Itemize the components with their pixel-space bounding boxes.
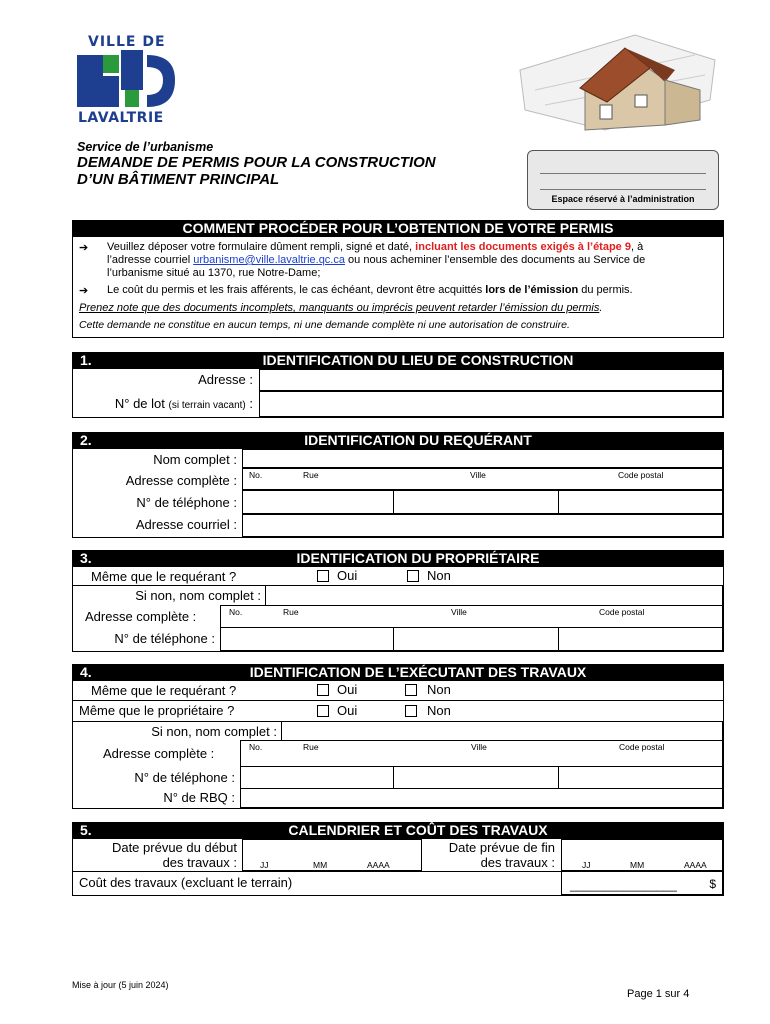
lot-text: N° de lot: [114, 396, 165, 411]
label-lot: [115, 396, 253, 411]
addr-ville-label: Ville: [470, 470, 486, 480]
logo-text-bottom: LAVALTRIE: [78, 110, 164, 126]
label-adresse: Adresse :: [198, 372, 253, 387]
addr-cp-label: Code postal: [599, 607, 645, 617]
lieu-lot-input[interactable]: [259, 391, 723, 417]
label-nom: Nom complet :: [153, 452, 237, 467]
footer-updated: Mise à jour (5 juin 2024): [72, 980, 169, 990]
addr-no-label: No.: [249, 470, 263, 480]
section-number: 5.: [80, 822, 92, 838]
requerant-adresse-input[interactable]: [242, 468, 723, 490]
label-debut-2: des travaux :: [162, 855, 237, 870]
section-4-header: [72, 664, 724, 681]
section-title: IDENTIFICATION DE L’EXÉCUTANT DES TRAVAUX: [249, 664, 587, 680]
section-number: 4.: [80, 664, 92, 680]
aaaa-label: AAAA: [367, 860, 390, 870]
executant-rbq-input[interactable]: [240, 788, 723, 808]
mm-label: MM: [630, 860, 645, 870]
jj-label: JJ: [582, 860, 591, 870]
label-sinon: Si non, nom complet :: [135, 588, 261, 603]
lieu-adresse-input[interactable]: [259, 369, 723, 391]
addr-cp-label: Code postal: [619, 742, 665, 752]
option-oui: Oui: [337, 568, 358, 583]
instructions-header: [72, 220, 724, 237]
section-4-body: [72, 681, 724, 809]
addr-cp-label: Code postal: [618, 470, 664, 480]
addr-rue-label: Rue: [303, 742, 319, 752]
proprietaire-tel-2[interactable]: [393, 627, 559, 651]
proprietaire-nom-input[interactable]: [265, 585, 723, 606]
label-meme-requerant: Même que le requérant ?: [91, 683, 237, 698]
cout-blank-line: ________________: [570, 878, 677, 892]
service-name: Service de l’urbanisme: [77, 140, 214, 154]
section-number: 3.: [80, 550, 92, 566]
lot-small: (si terrain vacant): [168, 400, 246, 411]
requerant-tel-1[interactable]: [242, 490, 394, 514]
section-3-header: [72, 550, 724, 567]
executant-tel-3[interactable]: [558, 766, 723, 789]
section-number: 1.: [80, 352, 92, 368]
executant-tel-1[interactable]: [240, 766, 394, 789]
proprietaire-adresse-input[interactable]: [220, 605, 723, 628]
label-fin-1: Date prévue de fin: [448, 840, 555, 855]
instr-text: du permis.: [578, 284, 633, 296]
exec-req-non-checkbox[interactable]: [405, 684, 417, 696]
label-adresse: Adresse complète :: [85, 609, 197, 624]
option-non: Non: [427, 682, 451, 697]
requerant-tel-2[interactable]: [393, 490, 559, 514]
exec-req-oui-checkbox[interactable]: [317, 684, 329, 696]
section-1-header: [72, 352, 724, 369]
arrow-icon: ➔: [79, 285, 89, 297]
mm-label: MM: [313, 860, 328, 870]
date-debut-input[interactable]: [242, 839, 422, 871]
section-1-body: [72, 369, 724, 418]
instr-bold: lors de l’émission: [485, 284, 579, 296]
addr-rue-label: Rue: [283, 607, 299, 617]
executant-tel-2[interactable]: [393, 766, 559, 789]
addr-no-label: No.: [229, 607, 243, 617]
note-disclaimer: Cette demande ne constitue en aucun temps, ni une demande complète ni une autorisation de construire.: [79, 319, 570, 331]
arrow-icon: ➔: [79, 242, 89, 254]
section-title: IDENTIFICATION DU LIEU DE CONSTRUCTION: [262, 352, 574, 368]
label-rbq: N° de RBQ :: [163, 790, 235, 805]
option-non: Non: [427, 703, 451, 718]
section-2-header: [72, 432, 724, 449]
section-title: CALENDRIER ET COÛT DES TRAVAUX: [288, 822, 548, 838]
exec-prop-oui-checkbox[interactable]: [317, 705, 329, 717]
logo-text-top: VILLE DE: [88, 34, 166, 50]
label-adresse: Adresse complète :: [103, 746, 215, 761]
addr-no-label: No.: [249, 742, 263, 752]
addr-ville-label: Ville: [471, 742, 487, 752]
instr-text: Veuillez déposer votre formulaire dûment rempli, signé et daté,: [107, 241, 416, 253]
prop-oui-checkbox[interactable]: [317, 570, 329, 582]
date-fin-input[interactable]: [561, 839, 723, 871]
option-oui: Oui: [337, 682, 358, 697]
instr-text: l’urbanisme situé au 1370, rue Notre-Dame;: [107, 267, 321, 279]
page-number: Page 1 sur 4: [627, 988, 690, 1000]
instructions-heading: COMMENT PROCÉDER POUR L’OBTENTION DE VOTRE PERMIS: [182, 220, 614, 236]
option-non: Non: [427, 568, 451, 583]
proprietaire-tel-1[interactable]: [220, 627, 394, 651]
page-title: [77, 154, 436, 188]
house-illustration: [515, 30, 720, 145]
instructions-box: [72, 236, 724, 338]
instr-text: l’adresse courriel: [107, 254, 194, 266]
label-courriel: Adresse courriel :: [135, 517, 237, 532]
requerant-tel-3[interactable]: [558, 490, 723, 514]
cout-input[interactable]: [561, 871, 723, 895]
label-telephone: N° de téléphone :: [134, 770, 235, 785]
label-cout: Coût des travaux (excluant le terrain): [79, 875, 293, 890]
note-incomplete: Prenez note que des documents incomplets, manquants ou imprécis peuvent retarder l’émission du permis: [79, 302, 600, 314]
proprietaire-tel-3[interactable]: [558, 627, 723, 651]
label-meme-proprietaire: Même que le propriétaire ?: [79, 703, 235, 718]
section-2-body: [72, 449, 724, 538]
label-meme-requerant: Même que le requérant ?: [91, 569, 237, 584]
instr-required-docs: incluant les documents exigés à l’étape 9: [415, 241, 631, 253]
requerant-courriel-input[interactable]: [242, 514, 723, 537]
admin-box: [527, 150, 719, 210]
label-adresse: Adresse complète :: [125, 473, 237, 488]
exec-prop-non-checkbox[interactable]: [405, 705, 417, 717]
addr-rue-label: Rue: [303, 470, 319, 480]
label-sinon: Si non, nom complet :: [151, 724, 277, 739]
requerant-nom-input[interactable]: [242, 449, 723, 468]
prop-non-checkbox[interactable]: [407, 570, 419, 582]
label-telephone: N° de téléphone :: [114, 631, 215, 646]
executant-nom-input[interactable]: [281, 721, 723, 741]
label-debut-1: Date prévue du début: [111, 840, 237, 855]
title-line-2: D’UN BÂTIMENT PRINCIPAL: [77, 171, 280, 188]
label-telephone: N° de téléphone :: [136, 495, 237, 510]
instr-text: Le coût du permis et les frais afférents, le cas échéant, devront être acquittés: [107, 284, 486, 296]
aaaa-label: AAAA: [684, 860, 707, 870]
admin-caption: Espace réservé à l’administration: [551, 194, 695, 204]
jj-label: JJ: [260, 860, 269, 870]
section-3-body: [72, 567, 724, 652]
lot-colon: :: [245, 396, 253, 411]
section-number: 2.: [80, 432, 92, 448]
email-link[interactable]: urbanisme@ville.lavaltrie.qc.ca: [193, 254, 345, 266]
city-logo-icon: [77, 50, 177, 110]
addr-ville-label: Ville: [451, 607, 467, 617]
label-date-debut: [112, 840, 237, 870]
executant-adresse-input[interactable]: [240, 740, 723, 767]
section-5-header: [72, 822, 724, 839]
dollar-sign: $: [709, 877, 716, 891]
title-line-1: DEMANDE DE PERMIS POUR LA CONSTRUCTION: [77, 154, 436, 171]
label-fin-2: des travaux :: [480, 855, 555, 870]
section-5-body: [72, 839, 724, 896]
section-title: IDENTIFICATION DU REQUÉRANT: [304, 432, 532, 448]
instr-text: , à: [630, 241, 644, 253]
option-oui: Oui: [337, 703, 358, 718]
label-date-fin: [449, 840, 555, 870]
instr-text: ou nous acheminer l’ensemble des documents au Service de: [345, 254, 646, 266]
note-end: .: [599, 302, 603, 314]
section-title: IDENTIFICATION DU PROPRIÉTAIRE: [296, 550, 540, 566]
